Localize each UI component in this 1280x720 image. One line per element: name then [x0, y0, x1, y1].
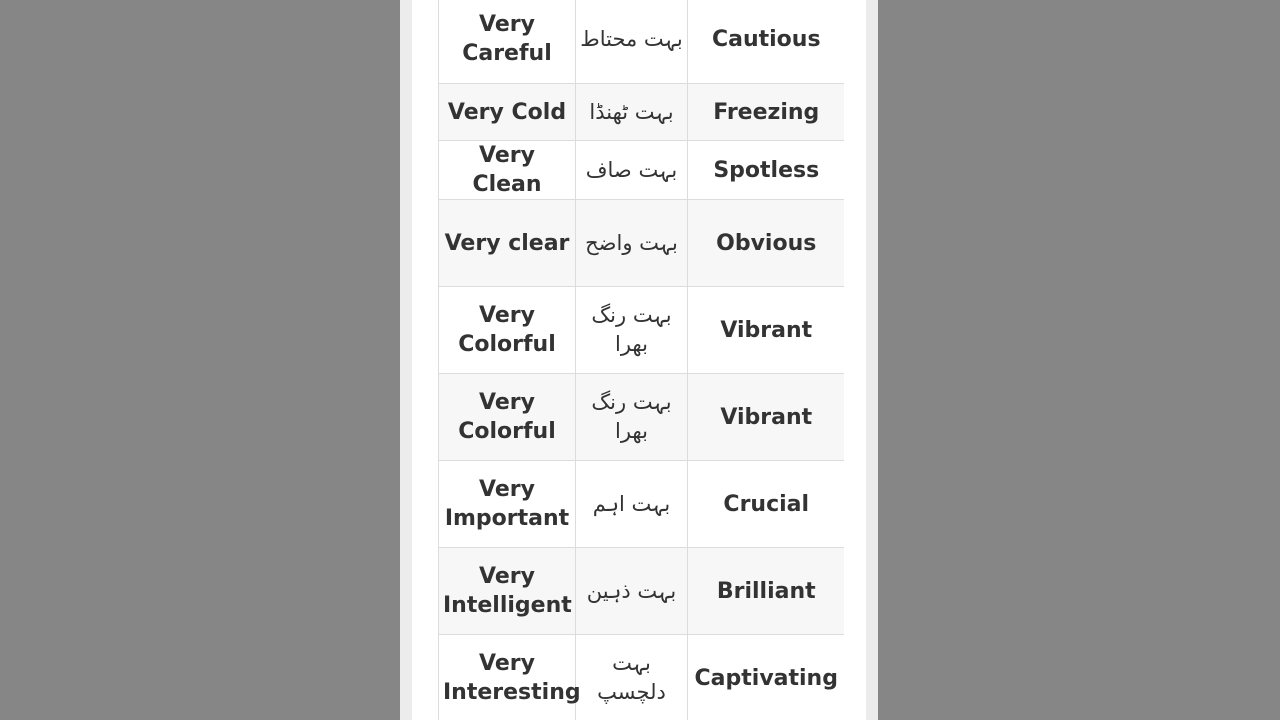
- right-letterbox: [878, 0, 1280, 720]
- word-cell: Spotless: [688, 141, 845, 200]
- meaning-cell: Very Clean: [439, 141, 576, 200]
- vocab-table-container: [438, 0, 844, 720]
- left-letterbox: [0, 0, 400, 720]
- word-cell: Obvious: [688, 200, 845, 287]
- meaning-cell: Very Interesting: [439, 635, 576, 720]
- word-cell: Captivating: [688, 635, 845, 720]
- meaning-cell: Very Cold: [439, 84, 576, 141]
- table-row: [439, 548, 845, 635]
- meaning-cell: Very Colorful: [439, 374, 576, 461]
- table-row: [439, 84, 845, 141]
- urdu-cell: بہت دلچسپ: [576, 635, 688, 720]
- word-cell: Freezing: [688, 84, 845, 141]
- word-cell: Cautious: [688, 0, 845, 84]
- word-cell: Vibrant: [688, 374, 845, 461]
- urdu-cell: بہت محتاط: [576, 0, 688, 84]
- table-row: [439, 0, 845, 84]
- table-row: [439, 141, 845, 200]
- word-cell: Vibrant: [688, 287, 845, 374]
- vocab-table: [438, 0, 844, 720]
- meaning-cell: Very Intelligent: [439, 548, 576, 635]
- urdu-cell: بہت ٹھنڈا: [576, 84, 688, 141]
- urdu-cell: بہت رنگ بھرا: [576, 374, 688, 461]
- urdu-cell: بہت اہم: [576, 461, 688, 548]
- table-row: [439, 461, 845, 548]
- urdu-cell: بہت صاف: [576, 141, 688, 200]
- meaning-cell: Very Colorful: [439, 287, 576, 374]
- word-cell: Brilliant: [688, 548, 845, 635]
- urdu-cell: بہت ذہین: [576, 548, 688, 635]
- table-row: [439, 287, 845, 374]
- urdu-cell: بہت واضح: [576, 200, 688, 287]
- meaning-cell: Very clear: [439, 200, 576, 287]
- table-row: [439, 374, 845, 461]
- meaning-cell: Very Careful: [439, 0, 576, 84]
- table-row: [439, 200, 845, 287]
- urdu-cell: بہت رنگ بھرا: [576, 287, 688, 374]
- meaning-cell: Very Important: [439, 461, 576, 548]
- word-cell: Crucial: [688, 461, 845, 548]
- table-row: [439, 635, 845, 720]
